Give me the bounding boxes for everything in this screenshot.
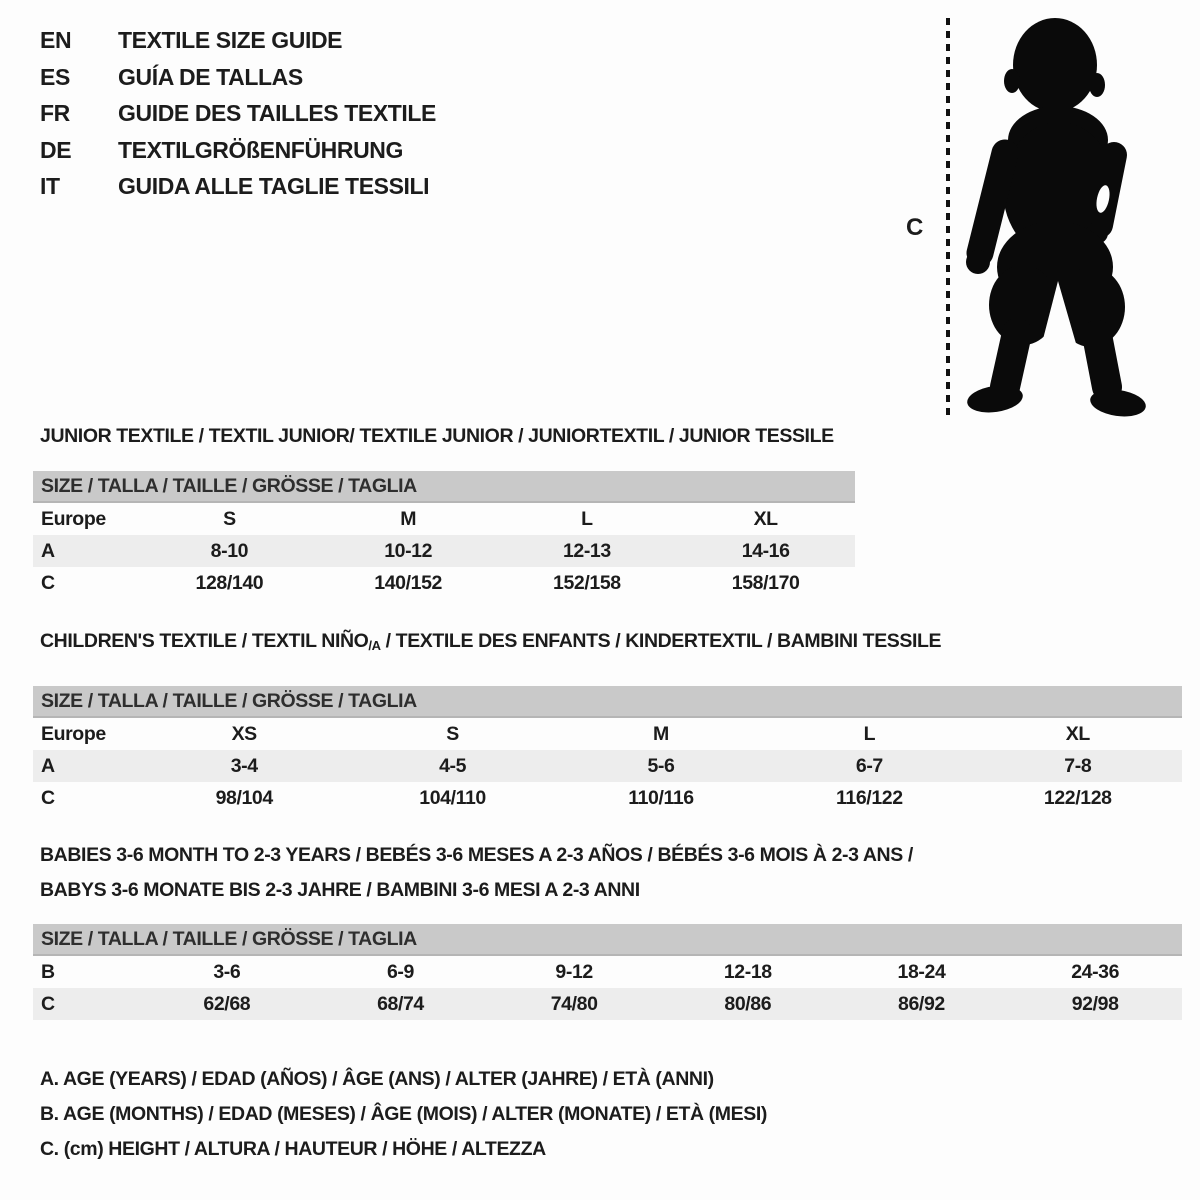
size-value-cell: 6-9 — [386, 960, 414, 983]
size-value-cell: XL — [1065, 722, 1090, 745]
row-label-cell: Europe — [41, 507, 106, 530]
children-size-header-bar: SIZE / TALLA / TAILLE / GRÖSSE / TAGLIA — [33, 686, 1182, 718]
children-title-post: / TEXTILE DES ENFANTS / KINDERTEXTIL / BAMBINI TESSILE — [380, 630, 942, 652]
row-label-cell: A — [41, 539, 55, 562]
size-value-cell: 3-6 — [213, 960, 241, 983]
size-value-cell: S — [446, 722, 459, 745]
size-value-cell: 92/98 — [1071, 992, 1119, 1015]
size-value-cell: 14-16 — [741, 539, 790, 562]
language-item-fr — [40, 95, 436, 132]
language-item-it — [40, 168, 436, 205]
table-row — [33, 567, 855, 599]
size-value-cell: 68/74 — [377, 992, 424, 1015]
size-value-cell: 98/104 — [215, 786, 273, 809]
size-value-cell: 80/86 — [724, 992, 772, 1015]
size-value-cell: M — [400, 507, 417, 530]
junior-section-title: JUNIOR TEXTILE / TEXTIL JUNIOR/ TEXTILE JUNIOR / JUNIORTEXTIL / JUNIOR TESSILE — [40, 425, 834, 447]
size-value-cell: 152/158 — [553, 571, 621, 594]
babies-section-title-line1: BABIES 3-6 MONTH TO 2-3 YEARS / BEBÉS 3-6 MESES A 2-3 AÑOS / BÉBÉS 3-6 MOIS À 2-3 ANS / — [40, 844, 913, 866]
size-value-cell: 5-6 — [647, 754, 675, 777]
language-code: ES — [40, 63, 70, 90]
language-code: FR — [40, 100, 70, 126]
table-row — [33, 956, 1182, 988]
height-dimension-label: C — [906, 214, 923, 241]
size-value-cell: 18-24 — [897, 960, 946, 983]
size-value-cell: 62/68 — [203, 992, 251, 1015]
legend-line-c: C. (cm) HEIGHT / ALTURA / HAUTEUR / HÖHE / ALTEZZA — [40, 1138, 546, 1160]
size-value-cell: 158/170 — [731, 571, 800, 594]
table-row — [33, 535, 855, 567]
size-value-cell: 12-13 — [562, 539, 611, 562]
size-value-cell: 6-7 — [855, 754, 883, 777]
language-list — [40, 22, 436, 205]
babies-section — [33, 838, 1182, 1020]
babies-size-table — [33, 956, 1182, 1020]
size-value-cell: 4-5 — [439, 754, 467, 777]
size-value-cell: L — [581, 507, 593, 530]
language-label: TEXTILE SIZE GUIDE — [118, 27, 343, 53]
language-item-de — [40, 132, 436, 169]
size-value-cell: 3-4 — [230, 754, 258, 777]
size-value-cell: 9-12 — [555, 960, 593, 983]
size-value-cell: 8-10 — [210, 539, 249, 562]
size-value-cell: S — [223, 507, 236, 530]
language-label: GUIDA ALLE TAGLIE TESSILI — [118, 173, 430, 199]
language-code: IT — [40, 173, 60, 199]
language-code: EN — [40, 27, 72, 53]
language-item-es — [40, 59, 436, 96]
language-label: GUÍA DE TALLAS — [118, 63, 303, 90]
size-value-cell: 7-8 — [1064, 754, 1092, 777]
toddler-silhouette — [955, 15, 1187, 420]
children-title-pre: CHILDREN'S TEXTILE / TEXTIL NIÑO — [40, 630, 369, 652]
size-value-cell: 12-18 — [723, 960, 772, 983]
children-section-title — [33, 630, 1182, 653]
table-row — [33, 718, 1182, 750]
junior-section — [33, 425, 855, 599]
size-value-cell: 128/140 — [195, 571, 264, 594]
table-row — [33, 782, 1182, 814]
row-label-cell: C — [41, 992, 55, 1015]
size-value-cell: 116/122 — [836, 786, 903, 809]
babies-section-title-line2: BABYS 3-6 MONATE BIS 2-3 JAHRE / BAMBINI 3-6 MESI A 2-3 ANNI — [40, 879, 640, 901]
size-value-cell: XL — [753, 507, 778, 530]
children-title-sub: /A — [368, 638, 381, 653]
language-code: DE — [40, 136, 72, 163]
row-label-cell: Europe — [41, 722, 106, 745]
babies-size-header-bar: SIZE / TALLA / TAILLE / GRÖSSE / TAGLIA — [33, 924, 1182, 956]
size-value-cell: 10-12 — [384, 539, 433, 562]
row-label-cell: C — [41, 786, 55, 809]
language-label: GUIDE DES TAILLES TEXTILE — [118, 100, 436, 126]
size-value-cell: 122/128 — [1043, 786, 1112, 809]
size-value-cell: 140/152 — [374, 571, 442, 594]
legend-line-a: A. AGE (YEARS) / EDAD (AÑOS) / ÂGE (ANS) / ALTER (JAHRE) / ETÀ (ANNI) — [40, 1068, 714, 1090]
language-item-en — [40, 22, 436, 59]
table-row — [33, 750, 1182, 782]
junior-size-table — [33, 503, 855, 599]
size-value-cell: 104/110 — [419, 786, 486, 809]
size-value-cell: 24-36 — [1071, 960, 1120, 983]
table-row — [33, 503, 855, 535]
size-value-cell: 86/92 — [898, 992, 945, 1015]
size-value-cell: M — [653, 722, 669, 745]
row-label-cell: B — [41, 960, 55, 983]
table-row — [33, 988, 1182, 1020]
size-value-cell: 74/80 — [550, 992, 598, 1015]
children-size-table — [33, 718, 1182, 814]
size-value-cell: 110/116 — [628, 786, 694, 809]
height-dimension-line — [946, 18, 950, 418]
size-value-cell: L — [863, 722, 876, 745]
row-label-cell: C — [41, 571, 55, 594]
legend — [40, 1062, 767, 1167]
language-label: TEXTILGRÖßENFÜHRUNG — [118, 136, 403, 163]
row-label-cell: A — [41, 754, 55, 777]
babies-section-titles — [33, 838, 1182, 908]
junior-size-header-bar: SIZE / TALLA / TAILLE / GRÖSSE / TAGLIA — [33, 471, 855, 503]
children-section — [33, 630, 1182, 814]
legend-line-b: B. AGE (MONTHS) / EDAD (MESES) / ÂGE (MOIS) / ALTER (MONATE) / ETÀ (MESI) — [40, 1103, 767, 1125]
size-value-cell: XS — [231, 722, 257, 745]
